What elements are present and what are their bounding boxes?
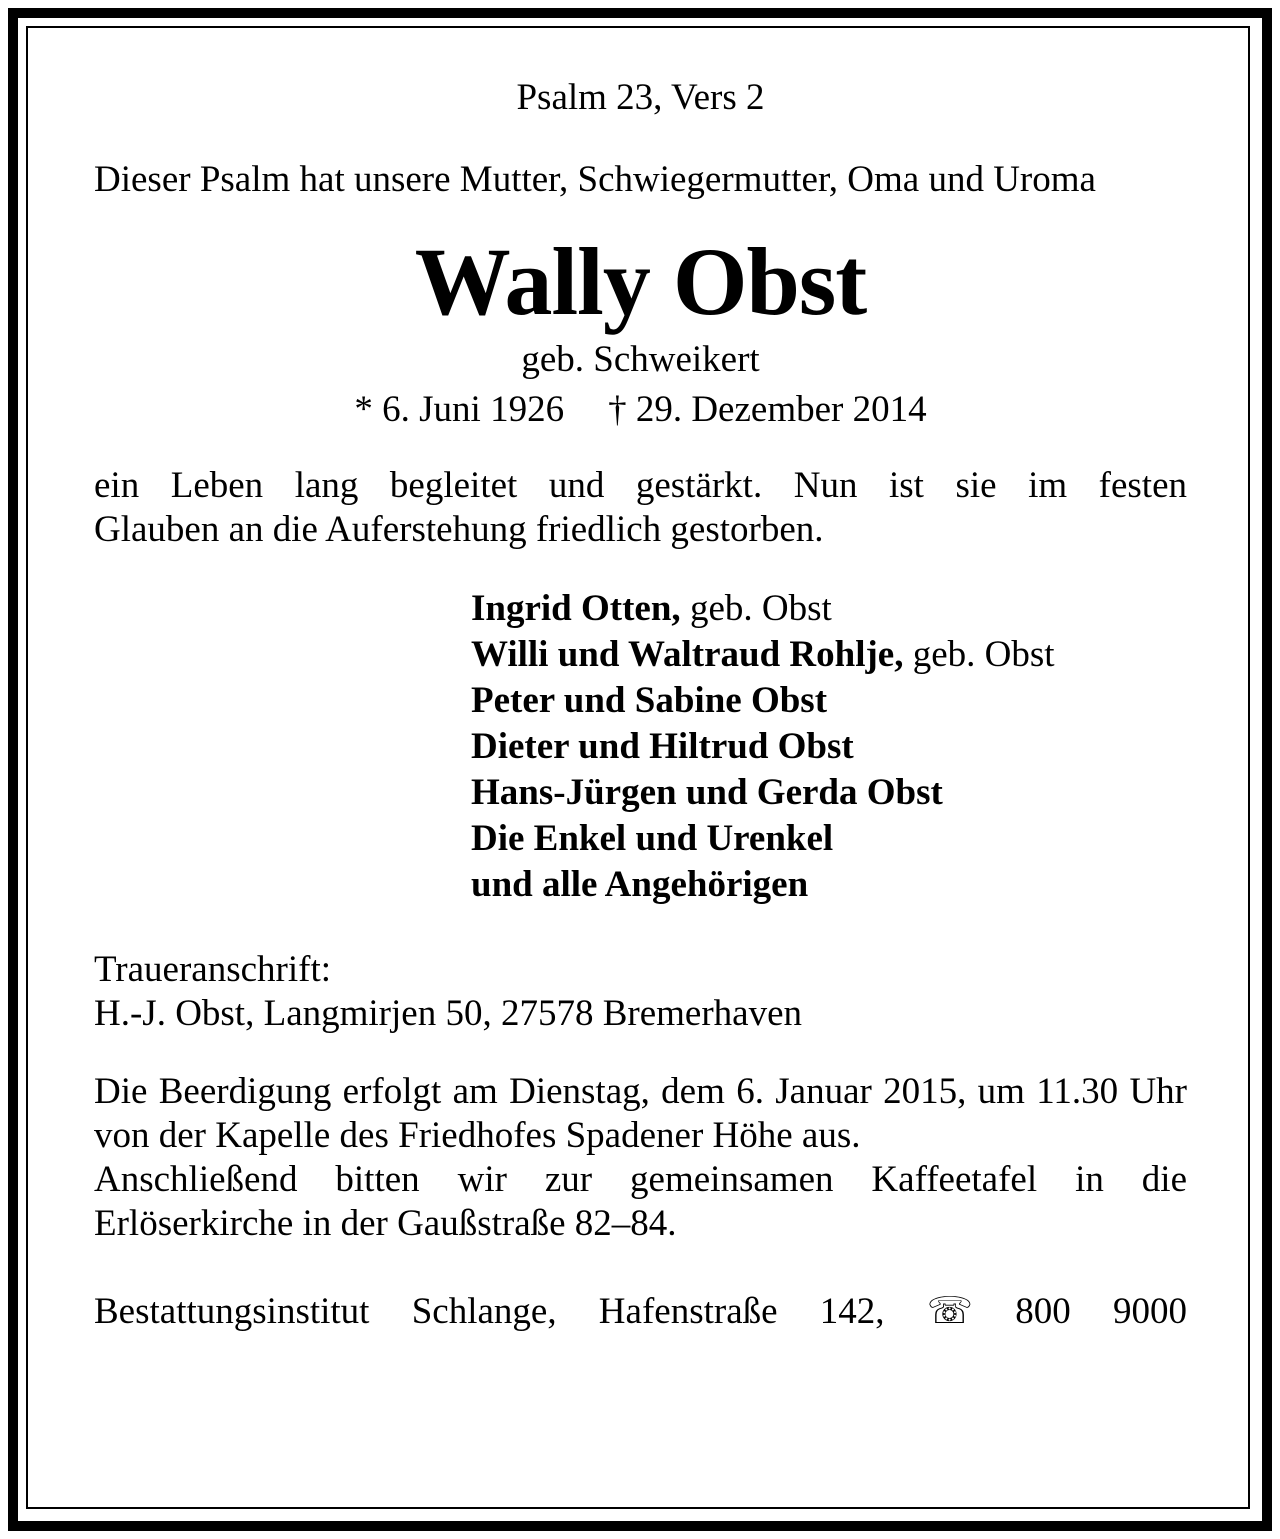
life-text-line-1: ein Leben lang begleitet und gestärkt. Nun ist sie im festen	[94, 465, 1187, 506]
death-date: † 29. Dezember 2014	[608, 389, 927, 430]
mourning-address	[94, 948, 1187, 1036]
obituary-notice	[94, 76, 1187, 1334]
birth-date: * 6. Juni 1926	[354, 389, 565, 430]
mourner-line: Die Enkel und Urenkel	[471, 818, 834, 859]
mourner-line: Dieter und Hiltrud Obst	[471, 726, 854, 767]
address-text: H.-J. Obst, Langmirjen 50, 27578 Bremerhaven	[94, 993, 802, 1034]
mourner-line: Hans-Jürgen und Gerda Obst	[471, 772, 943, 813]
funeral-text: Die Beerdigung erfolgt am Dienstag, dem 6. Januar 2015, um 11.30 Uhr von der Kapelle des Friedhofes Spadener Höhe aus.	[94, 1071, 1187, 1156]
undertaker-info: Bestattungsinstitut Schlange, Hafenstraße 142, ☏ 800 9000	[94, 1291, 1187, 1332]
life-text	[94, 464, 1187, 552]
maiden-name: geb. Schweikert	[521, 339, 760, 380]
address-label: Traueranschrift:	[94, 949, 332, 990]
funeral-info	[94, 1070, 1187, 1246]
psalm-reference: Psalm 23, Vers 2	[516, 77, 765, 118]
mourner-line: Ingrid Otten, geb. Obst	[471, 588, 832, 629]
mourner-line: und alle Angehörigen	[471, 864, 809, 905]
coffee-text: Anschließend bitten wir zur gemeinsamen Kaffeetafel in die Erlöserkirche in der Gaußstraße 82–84.	[94, 1159, 1187, 1244]
life-dates	[94, 388, 1187, 432]
life-text-line-2: Glauben an die Auferstehung friedlich gestorben.	[94, 509, 824, 550]
mourner-line: Peter und Sabine Obst	[471, 680, 828, 721]
mourner-line: Willi und Waltraud Rohlje, geb. Obst	[471, 634, 1055, 675]
deceased-name: Wally Obst	[414, 228, 867, 335]
intro-text: Dieser Psalm hat unsere Mutter, Schwiegermutter, Oma und Uroma	[94, 159, 1096, 200]
mourners-list	[471, 586, 1187, 908]
